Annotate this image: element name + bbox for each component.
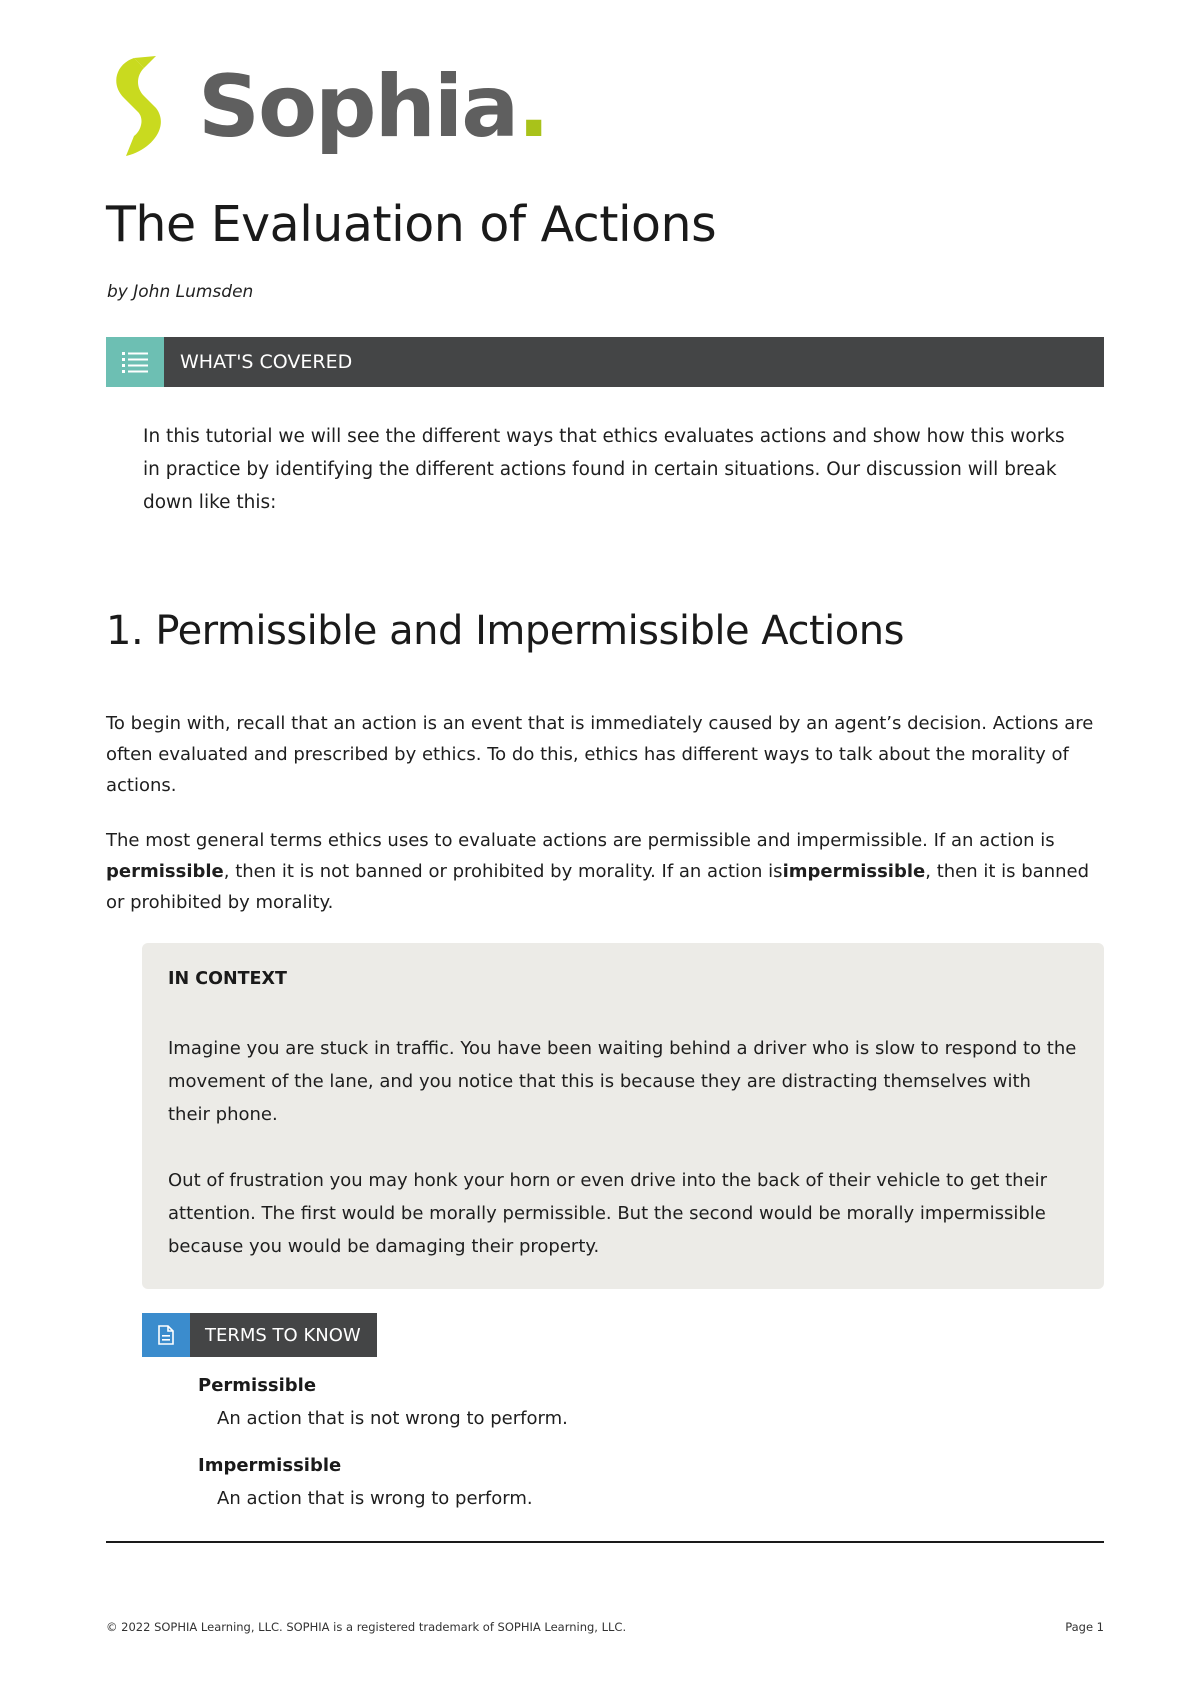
term-definition: An action that is wrong to perform. xyxy=(217,1488,533,1509)
sophia-logo-mark-icon xyxy=(104,56,176,158)
section-paragraph: To begin with, recall that an action is an event that is immediately caused by an agent’s decision. Actions are often evaluated and prescribed by ethics. To do this, ethics has different ways to talk about the morality of actions. xyxy=(106,713,1094,796)
sophia-logo xyxy=(104,56,548,158)
section-heading: 1. Permissible and Impermissible Actions xyxy=(106,608,904,654)
in-context-paragraph: Out of frustration you may honk your horn or even drive into the back of their vehicle to get their attention. The first would be morally permissible. But the second would be morally impermissible because you would be damaging their property. xyxy=(168,1170,1048,1257)
whats-covered-label: WHAT'S COVERED xyxy=(180,351,353,373)
term-name: Impermissible xyxy=(198,1455,342,1476)
term-definition: An action that is not wrong to perform. xyxy=(217,1408,568,1429)
footer-divider xyxy=(106,1541,1104,1543)
author-byline: by John Lumsden xyxy=(107,282,254,302)
terms-to-know-label: TERMS TO KNOW xyxy=(205,1324,361,1346)
terms-to-know-header xyxy=(142,1313,377,1357)
whats-covered-header xyxy=(106,337,1104,387)
term-name: Permissible xyxy=(198,1375,317,1396)
sophia-wordmark: Sophia. xyxy=(198,57,548,157)
in-context-paragraph: Imagine you are stuck in traffic. You have been waiting behind a driver who is slow to respond to the movement of the lane, and you notice that this is because they are distracting themselves with their phone. xyxy=(168,1038,1077,1125)
in-context-box xyxy=(142,943,1104,1289)
in-context-title: IN CONTEXT xyxy=(168,969,287,989)
copyright-notice: © 2022 SOPHIA Learning, LLC. SOPHIA is a registered trademark of SOPHIA Learning, LLC. xyxy=(106,1620,627,1634)
list-icon xyxy=(106,337,164,387)
page-number: Page 1 xyxy=(1065,1620,1104,1634)
whats-covered-text: In this tutorial we will see the different ways that ethics evaluates actions and show how this works in practice by identifying the different actions found in certain situations. Our discussion will break down like this: xyxy=(143,426,1065,513)
document-icon xyxy=(142,1313,190,1357)
section-paragraph-definitions: The most general terms ethics uses to evaluate actions are permissible and impermissible. If an action is permissible, then it is not banned or prohibited by morality. If an action isimpermissible, then it is banned or prohibited by morality. xyxy=(106,830,1090,913)
document-title: The Evaluation of Actions xyxy=(106,196,717,253)
